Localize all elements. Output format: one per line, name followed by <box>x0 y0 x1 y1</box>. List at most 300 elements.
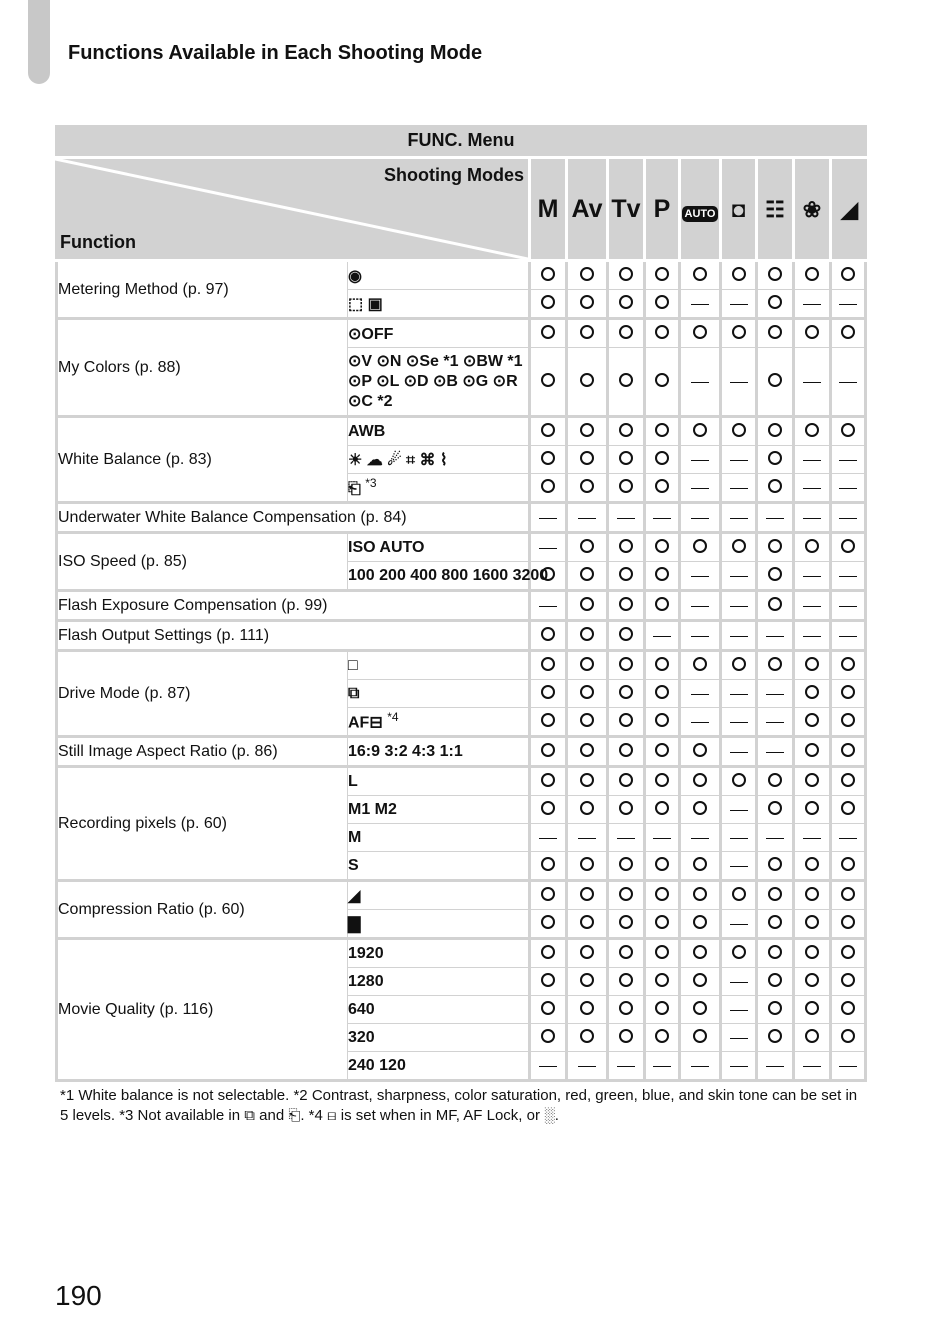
availability-cell <box>528 796 565 824</box>
mode-label: Tv <box>611 194 641 223</box>
available-circle-icon <box>655 1029 669 1043</box>
availability-cell <box>792 1052 829 1082</box>
available-circle-icon <box>805 539 819 553</box>
availability-cell <box>606 262 643 290</box>
availability-cell <box>755 996 792 1024</box>
discreet-mode-icon: ◢ <box>841 196 858 222</box>
available-circle-icon <box>693 743 707 757</box>
unavailable-dash-icon <box>653 518 671 519</box>
availability-cell <box>678 824 719 852</box>
function-option <box>347 996 528 1024</box>
availability-cell <box>565 910 606 940</box>
availability-cell <box>606 796 643 824</box>
available-circle-icon <box>732 945 746 959</box>
available-circle-icon <box>655 567 669 581</box>
availability-cell <box>606 708 643 738</box>
available-circle-icon <box>619 743 633 757</box>
option-symbol: ◉ <box>348 267 362 285</box>
available-circle-icon <box>541 1001 555 1015</box>
unavailable-dash-icon <box>730 304 748 305</box>
unavailable-dash-icon <box>730 924 748 925</box>
available-circle-icon <box>768 945 782 959</box>
availability-cell <box>719 474 755 504</box>
availability-cell <box>643 882 678 910</box>
available-circle-icon <box>580 597 594 611</box>
function-option <box>347 680 528 708</box>
table-row <box>55 738 867 768</box>
available-circle-icon <box>541 295 555 309</box>
option-symbol: AWB <box>348 422 386 440</box>
availability-cell <box>528 504 565 534</box>
available-circle-icon <box>693 973 707 987</box>
available-circle-icon <box>580 915 594 929</box>
option-symbol: M1 M2 <box>348 800 397 818</box>
available-circle-icon <box>732 657 746 671</box>
mode-label: M <box>537 194 559 223</box>
mode-header-1 <box>565 159 606 262</box>
option-symbol: L <box>348 772 358 790</box>
option-symbol: 16:9 3:2 4:3 1:1 <box>348 742 463 760</box>
available-circle-icon <box>841 423 855 437</box>
available-circle-icon <box>693 1029 707 1043</box>
availability-cell <box>829 446 867 474</box>
availability-cell <box>719 418 755 446</box>
availability-cell <box>565 940 606 968</box>
availability-cell <box>528 738 565 768</box>
availability-cell <box>565 446 606 474</box>
availability-cell <box>755 504 792 534</box>
availability-cell <box>678 290 719 320</box>
unavailable-dash-icon <box>730 752 748 753</box>
availability-cell <box>528 262 565 290</box>
available-circle-icon <box>580 325 594 339</box>
unavailable-dash-icon <box>730 866 748 867</box>
option-symbol: ⊙OFF <box>348 325 394 343</box>
option-symbol: 100 200 400 800 1600 3200 <box>348 566 549 584</box>
unavailable-dash-icon <box>803 488 821 489</box>
available-circle-icon <box>655 915 669 929</box>
available-circle-icon <box>655 295 669 309</box>
page-tab-marker <box>28 0 50 84</box>
available-circle-icon <box>619 295 633 309</box>
availability-cell <box>606 418 643 446</box>
availability-cell <box>792 262 829 290</box>
available-circle-icon <box>841 887 855 901</box>
availability-cell <box>829 474 867 504</box>
available-circle-icon <box>768 657 782 671</box>
availability-cell <box>528 1024 565 1052</box>
availability-cell <box>606 910 643 940</box>
availability-cell <box>528 652 565 680</box>
function-option <box>347 940 528 968</box>
availability-cell <box>528 852 565 882</box>
availability-cell <box>792 652 829 680</box>
availability-cell <box>719 910 755 940</box>
available-circle-icon <box>619 567 633 581</box>
available-circle-icon <box>768 973 782 987</box>
available-circle-icon <box>580 857 594 871</box>
available-circle-icon <box>768 267 782 281</box>
availability-cell <box>792 446 829 474</box>
available-circle-icon <box>841 857 855 871</box>
function-option <box>347 446 528 474</box>
table-row <box>55 592 867 622</box>
available-circle-icon <box>541 773 555 787</box>
availability-cell <box>719 996 755 1024</box>
availability-cell <box>606 652 643 680</box>
unavailable-dash-icon <box>539 1066 557 1067</box>
function-name: Still Image Aspect Ratio (p. 86) <box>55 738 347 768</box>
available-circle-icon <box>655 325 669 339</box>
availability-cell <box>606 738 643 768</box>
availability-cell <box>643 824 678 852</box>
unavailable-dash-icon <box>691 382 709 383</box>
available-circle-icon <box>805 773 819 787</box>
available-circle-icon <box>693 1001 707 1015</box>
unavailable-dash-icon <box>803 382 821 383</box>
availability-cell <box>755 622 792 652</box>
available-circle-icon <box>541 1029 555 1043</box>
available-circle-icon <box>841 801 855 815</box>
available-circle-icon <box>541 945 555 959</box>
availability-cell <box>678 504 719 534</box>
scene-mode-icon: ☷ <box>765 196 785 222</box>
function-name: White Balance (p. 83) <box>55 418 347 504</box>
unavailable-dash-icon <box>730 636 748 637</box>
available-circle-icon <box>619 887 633 901</box>
creative-filters-icon: ❀ <box>802 196 822 222</box>
availability-cell <box>606 592 643 622</box>
table-row <box>55 534 867 562</box>
available-circle-icon <box>841 657 855 671</box>
function-name: Compression Ratio (p. 60) <box>55 882 347 940</box>
available-circle-icon <box>805 887 819 901</box>
unavailable-dash-icon <box>691 838 709 839</box>
availability-cell <box>678 940 719 968</box>
available-circle-icon <box>655 973 669 987</box>
function-option <box>347 796 528 824</box>
available-circle-icon <box>805 267 819 281</box>
availability-cell <box>755 768 792 796</box>
available-circle-icon <box>655 945 669 959</box>
availability-cell <box>829 504 867 534</box>
unavailable-dash-icon <box>653 1066 671 1067</box>
availability-cell <box>829 796 867 824</box>
available-circle-icon <box>580 373 594 387</box>
availability-cell <box>755 562 792 592</box>
availability-cell <box>678 708 719 738</box>
available-circle-icon <box>655 267 669 281</box>
unavailable-dash-icon <box>766 722 784 723</box>
availability-cell <box>678 622 719 652</box>
unavailable-dash-icon <box>839 382 857 383</box>
availability-cell <box>792 910 829 940</box>
availability-cell <box>678 680 719 708</box>
available-circle-icon <box>655 685 669 699</box>
available-circle-icon <box>655 451 669 465</box>
availability-cell <box>643 348 678 418</box>
available-circle-icon <box>619 423 633 437</box>
table-row <box>55 882 867 910</box>
availability-cell <box>643 708 678 738</box>
available-circle-icon <box>768 801 782 815</box>
option-symbol: AF⊟ <box>348 714 383 732</box>
unavailable-dash-icon <box>730 460 748 461</box>
option-symbol: ⬚ ▣ <box>348 295 383 313</box>
available-circle-icon <box>541 743 555 757</box>
available-circle-icon <box>768 915 782 929</box>
availability-cell <box>829 534 867 562</box>
available-circle-icon <box>693 857 707 871</box>
availability-cell <box>755 680 792 708</box>
availability-cell <box>643 446 678 474</box>
available-circle-icon <box>693 539 707 553</box>
availability-cell <box>528 622 565 652</box>
availability-cell <box>643 1024 678 1052</box>
unavailable-dash-icon <box>730 722 748 723</box>
availability-cell <box>719 768 755 796</box>
available-circle-icon <box>619 915 633 929</box>
available-circle-icon <box>655 597 669 611</box>
option-symbol: 240 120 <box>348 1056 406 1074</box>
available-circle-icon <box>805 325 819 339</box>
availability-cell <box>829 622 867 652</box>
available-circle-icon <box>768 295 782 309</box>
availability-cell <box>755 290 792 320</box>
availability-cell <box>755 796 792 824</box>
available-circle-icon <box>541 713 555 727</box>
availability-cell <box>678 474 719 504</box>
available-circle-icon <box>541 857 555 871</box>
availability-cell <box>565 680 606 708</box>
availability-cell <box>755 534 792 562</box>
availability-cell <box>792 534 829 562</box>
unavailable-dash-icon <box>730 488 748 489</box>
available-circle-icon <box>541 627 555 641</box>
unavailable-dash-icon <box>730 838 748 839</box>
availability-cell <box>678 320 719 348</box>
availability-cell <box>643 534 678 562</box>
unavailable-dash-icon <box>578 838 596 839</box>
availability-cell <box>755 882 792 910</box>
available-circle-icon <box>732 267 746 281</box>
available-circle-icon <box>580 887 594 901</box>
unavailable-dash-icon <box>578 518 596 519</box>
function-name: ISO Speed (p. 85) <box>55 534 347 592</box>
availability-cell <box>678 1052 719 1082</box>
available-circle-icon <box>541 915 555 929</box>
available-circle-icon <box>768 451 782 465</box>
unavailable-dash-icon <box>691 304 709 305</box>
available-circle-icon <box>655 373 669 387</box>
availability-cell <box>606 882 643 910</box>
availability-cell <box>755 910 792 940</box>
availability-cell <box>678 852 719 882</box>
available-circle-icon <box>619 973 633 987</box>
availability-cell <box>792 348 829 418</box>
available-circle-icon <box>580 1001 594 1015</box>
mode-label: Av <box>571 194 603 223</box>
available-circle-icon <box>732 423 746 437</box>
option-symbol: ⊙V ⊙N ⊙Se *1 ⊙BW *1 ⊙P ⊙L ⊙D ⊙B ⊙G ⊙R ⊙C *2 <box>348 352 523 410</box>
option-symbol: □ <box>348 656 358 674</box>
mode-header-3 <box>643 159 678 262</box>
available-circle-icon <box>841 1029 855 1043</box>
availability-cell <box>565 1024 606 1052</box>
unavailable-dash-icon <box>803 838 821 839</box>
table-row <box>55 940 867 968</box>
available-circle-icon <box>693 945 707 959</box>
availability-cell <box>565 504 606 534</box>
availability-cell <box>528 320 565 348</box>
available-circle-icon <box>805 915 819 929</box>
function-option <box>347 910 528 940</box>
availability-cell <box>606 996 643 1024</box>
function-option <box>347 738 528 768</box>
availability-cell <box>755 474 792 504</box>
availability-cell <box>719 290 755 320</box>
availability-cell <box>528 968 565 996</box>
availability-cell <box>755 446 792 474</box>
availability-cell <box>755 852 792 882</box>
available-circle-icon <box>619 1001 633 1015</box>
unavailable-dash-icon <box>730 1066 748 1067</box>
available-circle-icon <box>619 945 633 959</box>
table-row <box>55 504 867 534</box>
function-name: Drive Mode (p. 87) <box>55 652 347 738</box>
availability-cell <box>792 796 829 824</box>
availability-cell <box>678 768 719 796</box>
availability-cell <box>528 940 565 968</box>
available-circle-icon <box>841 539 855 553</box>
unavailable-dash-icon <box>691 460 709 461</box>
availability-cell <box>755 592 792 622</box>
availability-cell <box>528 824 565 852</box>
unavailable-dash-icon <box>691 518 709 519</box>
unavailable-dash-icon <box>803 304 821 305</box>
option-symbol: 320 <box>348 1028 375 1046</box>
available-circle-icon <box>541 685 555 699</box>
availability-cell <box>528 592 565 622</box>
available-circle-icon <box>768 423 782 437</box>
availability-cell <box>829 708 867 738</box>
availability-cell <box>565 738 606 768</box>
availability-cell <box>606 562 643 592</box>
availability-cell <box>528 534 565 562</box>
unavailable-dash-icon <box>730 382 748 383</box>
available-circle-icon <box>768 857 782 871</box>
availability-cell <box>792 738 829 768</box>
availability-cell <box>606 768 643 796</box>
unavailable-dash-icon <box>691 606 709 607</box>
function-name: Recording pixels (p. 60) <box>55 768 347 882</box>
availability-cell <box>678 592 719 622</box>
availability-cell <box>565 996 606 1024</box>
availability-cell <box>606 320 643 348</box>
availability-cell <box>792 968 829 996</box>
available-circle-icon <box>580 945 594 959</box>
function-option <box>347 824 528 852</box>
availability-cell <box>755 418 792 446</box>
available-circle-icon <box>768 539 782 553</box>
availability-cell <box>719 622 755 652</box>
option-symbol: ▇ <box>348 915 361 933</box>
availability-cell <box>643 738 678 768</box>
availability-cell <box>719 562 755 592</box>
availability-cell <box>643 592 678 622</box>
table-corner-header <box>55 159 528 262</box>
availability-cell <box>565 882 606 910</box>
function-option <box>347 768 528 796</box>
available-circle-icon <box>841 743 855 757</box>
unavailable-dash-icon <box>766 636 784 637</box>
available-circle-icon <box>619 597 633 611</box>
availability-cell <box>528 768 565 796</box>
availability-cell <box>606 504 643 534</box>
available-circle-icon <box>655 657 669 671</box>
unavailable-dash-icon <box>839 606 857 607</box>
unavailable-dash-icon <box>803 636 821 637</box>
availability-cell <box>719 534 755 562</box>
availability-cell <box>792 504 829 534</box>
availability-cell <box>829 592 867 622</box>
available-circle-icon <box>805 423 819 437</box>
unavailable-dash-icon <box>839 460 857 461</box>
availability-cell <box>528 290 565 320</box>
availability-cell <box>643 910 678 940</box>
unavailable-dash-icon <box>691 636 709 637</box>
availability-cell <box>829 996 867 1024</box>
available-circle-icon <box>541 479 555 493</box>
unavailable-dash-icon <box>766 694 784 695</box>
table-row <box>55 768 867 796</box>
availability-cell <box>606 534 643 562</box>
available-circle-icon <box>768 325 782 339</box>
availability-cell <box>719 852 755 882</box>
availability-cell <box>528 474 565 504</box>
availability-cell <box>719 940 755 968</box>
unavailable-dash-icon <box>691 722 709 723</box>
option-symbol: 640 <box>348 1000 375 1018</box>
auto-mode-icon: AUTO <box>682 206 719 222</box>
available-circle-icon <box>655 743 669 757</box>
function-option <box>347 1052 528 1082</box>
unavailable-dash-icon <box>730 576 748 577</box>
availability-cell <box>829 1024 867 1052</box>
availability-cell <box>528 446 565 474</box>
available-circle-icon <box>805 743 819 757</box>
availability-cell <box>792 562 829 592</box>
availability-cell <box>755 824 792 852</box>
availability-cell <box>643 768 678 796</box>
available-circle-icon <box>541 267 555 281</box>
table-row <box>55 418 867 446</box>
availability-cell <box>829 738 867 768</box>
page-number: 190 <box>55 1280 102 1311</box>
availability-cell <box>643 796 678 824</box>
unavailable-dash-icon <box>539 838 557 839</box>
availability-cell <box>643 996 678 1024</box>
available-circle-icon <box>619 373 633 387</box>
available-circle-icon <box>732 773 746 787</box>
available-circle-icon <box>841 1001 855 1015</box>
unavailable-dash-icon <box>839 304 857 305</box>
availability-cell <box>565 708 606 738</box>
option-symbol: 1920 <box>348 944 384 962</box>
available-circle-icon <box>805 1029 819 1043</box>
unavailable-dash-icon <box>730 694 748 695</box>
unavailable-dash-icon <box>803 460 821 461</box>
